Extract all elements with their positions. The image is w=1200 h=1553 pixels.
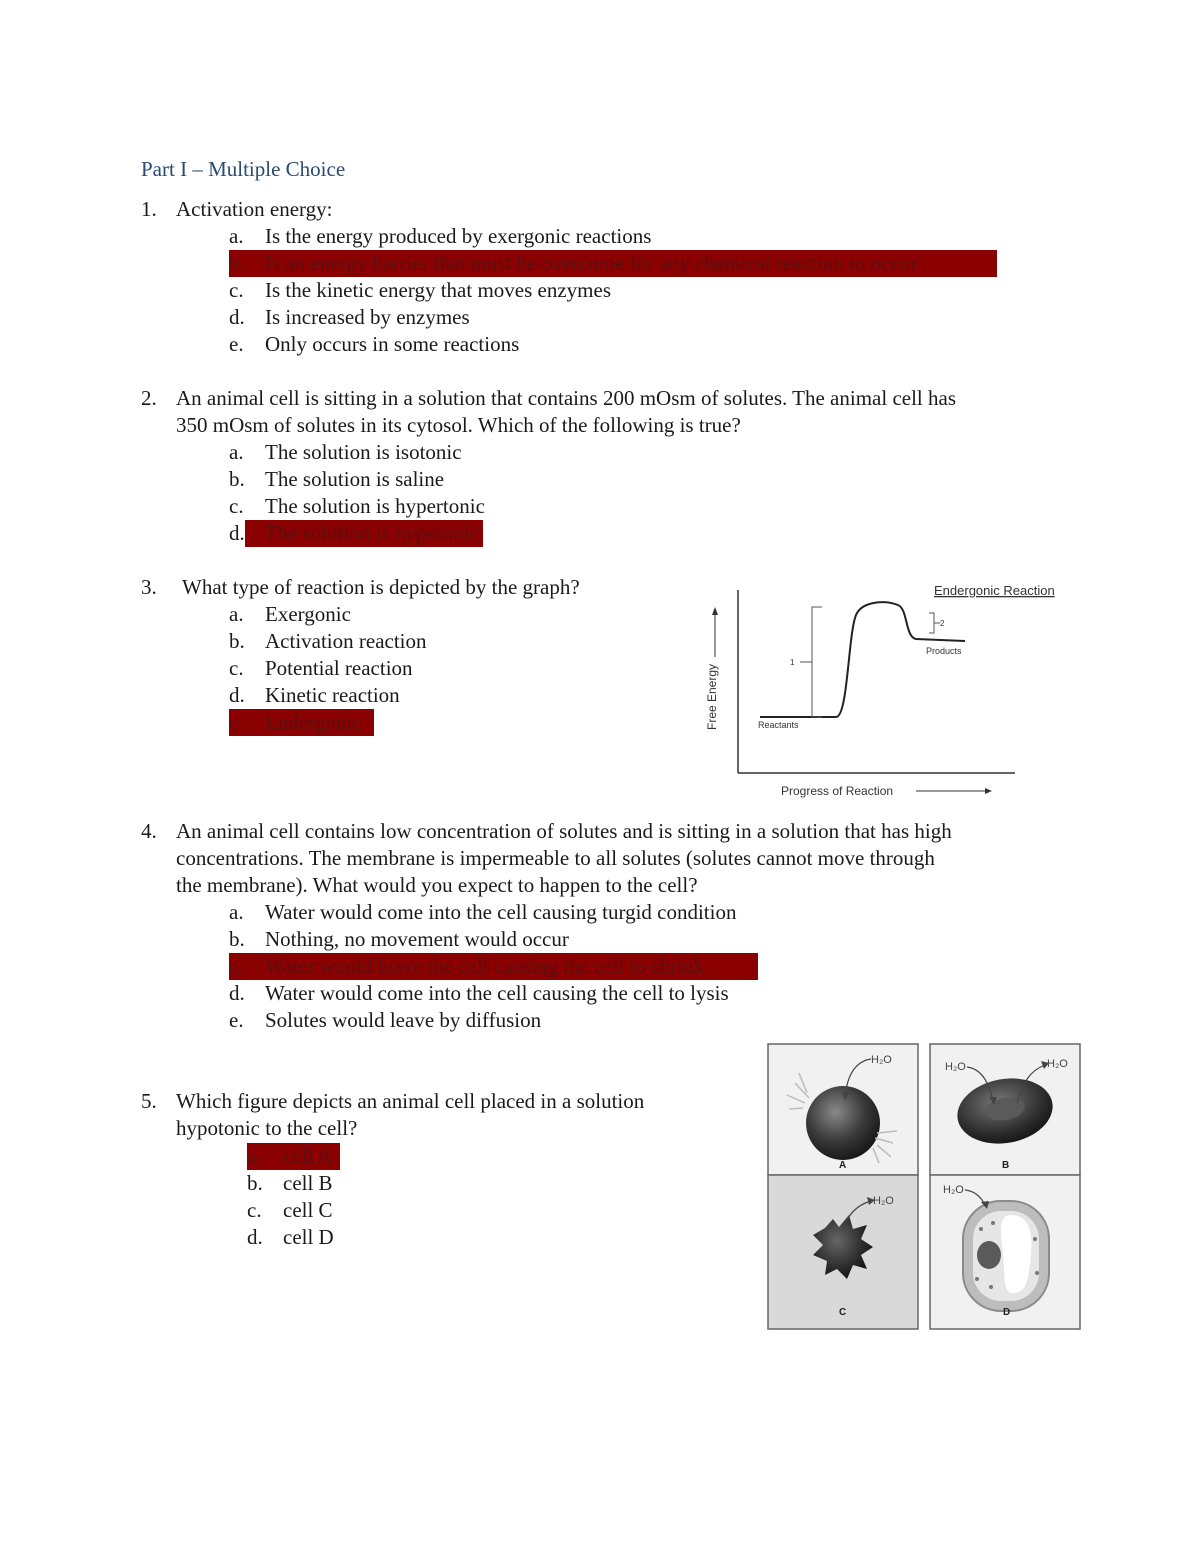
question-1-text: Activation energy: [176, 197, 333, 221]
option-2c[interactable]: c. The solution is hypertonic [229, 494, 485, 518]
endergonic-reaction-graph [700, 575, 1070, 805]
question-3-text: What type of reaction is depicted by the graph? [182, 575, 580, 599]
option-3e-highlighted[interactable]: e. Endergonic [229, 709, 374, 736]
label-reactants: Reactants [758, 720, 799, 730]
question-4-number: 4. [141, 819, 157, 843]
graph-title: Endergonic Reaction [934, 583, 1055, 598]
bracket-2 [929, 613, 934, 633]
y-axis-label: Free Energy [705, 663, 719, 730]
option-2b[interactable]: b. The solution is saline [229, 467, 445, 491]
cell-panel-a [768, 1044, 918, 1175]
bracket-1 [812, 607, 822, 717]
x-axis-label: Progress of Reaction [781, 784, 894, 798]
option-4a[interactable]: a. Water would come into the cell causing turgid condition [229, 900, 737, 924]
cell-c-water-label: H₂O [873, 1195, 894, 1207]
label-products: Products [926, 646, 962, 656]
cell-b-water-in-label: H₂O [945, 1061, 966, 1073]
label-1: 1 [790, 658, 795, 667]
cell-a-water-label: H₂O [871, 1054, 892, 1066]
option-2a[interactable]: a. The solution is isotonic [229, 440, 462, 464]
cell-d-label: D [1003, 1307, 1011, 1318]
option-1b-highlighted[interactable]: b. Is an energy barrier that must be overcome for any chemical reaction to occur [229, 250, 997, 277]
cell-panel-b [930, 1044, 1080, 1175]
question-2-number: 2. [141, 386, 157, 410]
question-5-text: Which figure depicts an animal cell placed in a solution hypotonic to the cell? [176, 1089, 645, 1140]
option-1c[interactable]: c. Is the kinetic energy that moves enzymes [229, 278, 612, 302]
question-3-options [229, 601, 427, 736]
option-4c-highlighted[interactable]: c. Water would leave the cell causing the cell to shrink [229, 953, 758, 980]
label-2: 2 [940, 619, 945, 628]
cell-c-label: C [839, 1307, 847, 1318]
question-4-text: An animal cell contains low concentration of solutes and is sitting in a solution that has high concentrations. The membrane is impermeable to all solutes (solutes cannot move through the membrane). What would you expect to happen to the cell? [176, 819, 952, 897]
osmosis-cells-figure [767, 1043, 1081, 1330]
option-3d[interactable]: d. Kinetic reaction [229, 683, 400, 707]
option-1a[interactable]: a. Is the energy produced by exergonic reactions [229, 224, 652, 248]
option-5a-highlighted[interactable]: a. cell A [247, 1143, 340, 1170]
cell-d-water-label: H₂O [943, 1184, 964, 1196]
cell-panel-d [930, 1175, 1080, 1329]
question-5-options [247, 1143, 340, 1251]
option-2d-highlighted[interactable]: d. The solution is hypotonic [229, 520, 485, 547]
option-5d[interactable]: d. cell D [247, 1225, 334, 1249]
cell-a-bursting [806, 1086, 880, 1160]
option-4e[interactable]: e. Solutes would leave by diffusion [229, 1008, 542, 1032]
option-3a[interactable]: a. Exergonic [229, 602, 351, 626]
cell-panel-c [768, 1175, 918, 1329]
option-3c[interactable]: c. Potential reaction [229, 656, 413, 680]
question-4-options [229, 899, 758, 1034]
question-1-options [229, 223, 997, 358]
section-heading: Part I – Multiple Choice [141, 157, 346, 181]
option-1d[interactable]: d. Is increased by enzymes [229, 305, 470, 329]
option-1e[interactable]: e. Only occurs in some reactions [229, 332, 520, 356]
cell-b-label: B [1002, 1160, 1010, 1171]
option-5b[interactable]: b. cell B [247, 1171, 333, 1195]
question-5-number: 5. [141, 1089, 157, 1113]
option-5c[interactable]: c. cell C [247, 1198, 333, 1222]
question-2-options [229, 439, 485, 547]
cell-d-nucleus [977, 1241, 1001, 1269]
cell-b-water-out-label: H₂O [1047, 1058, 1068, 1070]
question-1-number: 1. [141, 197, 157, 221]
option-4d[interactable]: d. Water would come into the cell causing the cell to lysis [229, 981, 729, 1005]
option-3b[interactable]: b. Activation reaction [229, 629, 427, 653]
option-4b[interactable]: b. Nothing, no movement would occur [229, 927, 569, 951]
question-2-text: An animal cell is sitting in a solution that contains 200 mOsm of solutes. The animal cell has 350 mOsm of solutes in its cytosol. Which of the following is true? [176, 386, 956, 437]
cell-a-label: A [839, 1160, 847, 1171]
question-3-number: 3. [141, 575, 157, 599]
